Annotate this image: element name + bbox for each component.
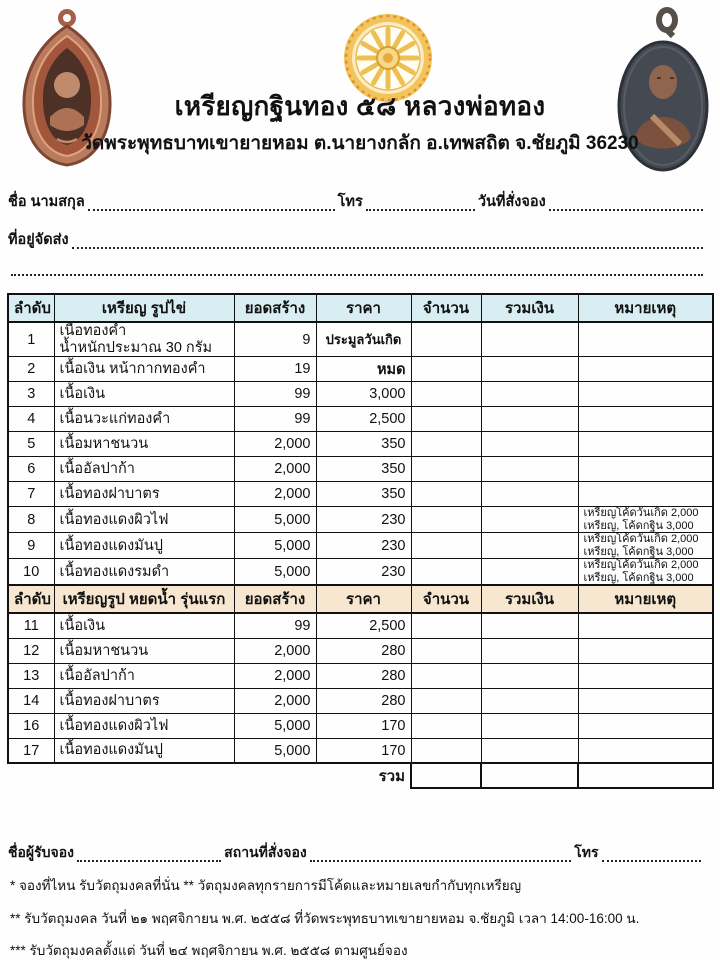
grand-total-row [8,763,713,788]
table-row [8,322,713,357]
quantity-made: 5,000 [234,533,316,559]
column-header: จำนวน [411,294,481,322]
note-line1: เหรียญโค้ดวันเกิด 2,000 [583,559,699,572]
item-name: เนื้อทองฝาบาตร [54,482,234,507]
row-number: 14 [8,688,54,713]
item-name: เนื้อทองแดงรมดำ [54,559,234,586]
column-header: ราคา [316,294,411,322]
name-dotted-line [88,199,335,211]
column-header: ลำดับ [8,294,54,322]
order-table-body [8,294,713,788]
row-number: 9 [8,533,54,559]
order-quantity-cell [411,613,481,638]
order-quantity-cell [411,663,481,688]
table-row [8,559,713,586]
row-number: 8 [8,507,54,533]
receiver-label: ชื่อผู้รับจอง [8,844,74,860]
row-number: 17 [8,738,54,763]
column-header: หมายเหตุ [578,294,713,322]
note-cell [578,357,713,382]
note-cell [578,457,713,482]
name-phone-date-line [8,190,706,213]
table-row [8,432,713,457]
footnote-2: ** รับวัตถุมงคล วันที่ ๒๑ พฤศจิกายน พ.ศ. ๒๕๕๘ ที่วัดพระพุทธบาทเขายายหอม จ.ชัยภูมิ เวลา 14:00-16:00 น. [10,911,640,926]
order-quantity-cell [411,688,481,713]
price: 230 [316,559,411,586]
grand-total-amount-cell [481,763,578,788]
item-name: เนื้อเงิน [54,382,234,407]
total-amount-cell [481,357,578,382]
footer-phone-label: โทร [574,844,599,860]
price: 170 [316,738,411,763]
row-number: 3 [8,382,54,407]
total-amount-cell [481,432,578,457]
total-amount-cell [481,688,578,713]
page-subtitle: วัดพระพุทธบาทเขายายหอม ต.นายางกลัก อ.เทพสถิต จ.ชัยภูมิ 36230 [81,133,639,154]
order-quantity-cell [411,738,481,763]
order-place-dotted-line [310,850,572,862]
note-line2: เหรียญ, โค้ดกฐิน 3,000 [583,571,694,584]
note-line1: เหรียญโค้ดวันเกิด 2,000 [583,533,699,546]
order-quantity-cell [411,322,481,357]
price: หมด [316,357,411,382]
note-cell [578,713,713,738]
note-cell [578,533,713,559]
table-row [8,382,713,407]
price: 280 [316,663,411,688]
item-name: เนื้อมหาชนวน [54,638,234,663]
order-table-wrap [7,293,712,789]
note-cell [578,482,713,507]
column-header: จำนวน [411,585,481,613]
note-cell [578,663,713,688]
price: 350 [316,432,411,457]
note-cell [578,382,713,407]
table-header-row [8,585,713,613]
row-number: 16 [8,713,54,738]
order-quantity-cell [411,432,481,457]
table-row [8,613,713,638]
total-amount-cell [481,382,578,407]
row-number: 13 [8,663,54,688]
item-name: เนื้อเงิน หน้ากากทองคำ [54,357,234,382]
total-amount-cell [481,457,578,482]
price: 230 [316,533,411,559]
item-name: เนื้อทองฝาบาตร [54,688,234,713]
order-quantity-cell [411,507,481,533]
receiver-dotted-line [77,850,221,862]
order-quantity-cell [411,713,481,738]
row-number: 1 [8,322,54,357]
order-place-label: สถานที่สั่งจอง [224,844,307,860]
shipping-address-dotted-line [72,237,703,249]
order-date-label: วันที่สั่งจอง [477,194,546,210]
item-name: เนื้ออัลปาก้า [54,663,234,688]
column-header: รวมเงิน [481,585,578,613]
column-header: ลำดับ [8,585,54,613]
table-header-row [8,294,713,322]
price: 350 [316,457,411,482]
price: 170 [316,713,411,738]
note-cell [578,407,713,432]
price: 2,500 [316,407,411,432]
table-row [8,713,713,738]
quantity-made: 19 [234,357,316,382]
quantity-made: 99 [234,382,316,407]
total-amount-cell [481,738,578,763]
row-number: 2 [8,357,54,382]
item-name: เนื้อทองคำ น้ำหนักประมาณ 30 กรัม [54,322,234,357]
column-header: ราคา [316,585,411,613]
table-row [8,482,713,507]
order-quantity-cell [411,533,481,559]
quantity-made: 5,000 [234,559,316,586]
note-line1: เหรียญโค้ดวันเกิด 2,000 [583,507,699,520]
item-name: เนื้อเงิน [54,613,234,638]
item-name: เนื้ออัลปาก้า [54,457,234,482]
row-number: 7 [8,482,54,507]
price: 350 [316,482,411,507]
total-amount-cell [481,663,578,688]
row-number: 5 [8,432,54,457]
table-row [8,457,713,482]
quantity-made: 5,000 [234,738,316,763]
note-cell [578,507,713,533]
order-quantity-cell [411,638,481,663]
quantity-made: 99 [234,407,316,432]
table-row [8,738,713,763]
item-name: เนื้อทองแดงผิวไฟ [54,713,234,738]
column-header: เหรียญรูป หยดน้ำ รุ่นแรก [54,585,234,613]
column-header: ยอดสร้าง [234,294,316,322]
quantity-made: 9 [234,322,316,357]
note-cell [578,688,713,713]
quantity-made: 5,000 [234,507,316,533]
total-amount-cell [481,638,578,663]
price: ประมูลวันเกิด [316,322,411,357]
note-cell [578,638,713,663]
quantity-made: 99 [234,613,316,638]
shipping-address-label: ที่อยู่จัดส่ง [8,232,69,248]
total-amount-cell [481,407,578,432]
order-quantity-cell [411,382,481,407]
footer-phone-dotted-line [602,850,701,862]
order-quantity-cell [411,482,481,507]
note-line2: เหรียญ, โค้ดกฐิน 3,000 [583,545,694,558]
quantity-made: 5,000 [234,713,316,738]
table-row [8,507,713,533]
page-title: เหรียญกฐินทอง ๕๘ หลวงพ่อทอง [174,91,546,121]
column-header: รวมเงิน [481,294,578,322]
order-quantity-cell [411,457,481,482]
quantity-made: 2,000 [234,638,316,663]
price: 280 [316,638,411,663]
column-header: เหรียญ รูปไข่ [54,294,234,322]
total-amount-cell [481,713,578,738]
note-cell [578,559,713,586]
shipping-address-line-2 [8,264,706,278]
price: 280 [316,688,411,713]
total-amount-cell [481,613,578,638]
order-table [7,293,714,789]
note-cell [578,738,713,763]
footnote-1: * จองที่ไหน รับวัตถุมงคลที่นั่น ** วัตถุมงคลทุกรายการมีโค้ดและหมายเลขกำกับทุกเหรียญ [10,878,522,893]
table-row [8,357,713,382]
item-name: เนื้อนวะแก่ทองคำ [54,407,234,432]
quantity-made: 2,000 [234,663,316,688]
price: 3,000 [316,382,411,407]
row-number: 10 [8,559,54,586]
item-name-line2: น้ำหนักประมาณ 30 กรัม [59,339,213,356]
total-row-spacer [8,763,316,788]
quantity-made: 2,000 [234,457,316,482]
right-amulet-image [612,4,714,187]
table-row [8,688,713,713]
table-row [8,638,713,663]
item-name: เนื้อทองแดงมันปู [54,738,234,763]
item-name: เนื้อทองแดงผิวไฟ [54,507,234,533]
phone-label: โทร [337,194,363,210]
note-cell [578,432,713,457]
table-row [8,407,713,432]
shipping-address-dotted-line-2 [11,264,703,276]
quantity-made: 2,000 [234,688,316,713]
note-cell [578,613,713,638]
name-label: ชื่อ นามสกุล [8,194,85,210]
item-name: เนื้อทองแดงมันปู [54,533,234,559]
grand-total-quantity-cell [411,763,481,788]
column-header: ยอดสร้าง [234,585,316,613]
table-row [8,533,713,559]
row-number: 4 [8,407,54,432]
total-amount-cell [481,533,578,559]
footnote-3: *** รับวัตถุมงคลตั้งแต่ วันที่ ๒๔ พฤศจิกายน พ.ศ. ๒๕๕๘ ตามศูนย์จอง [10,943,408,958]
total-amount-cell [481,559,578,586]
quantity-made: 2,000 [234,432,316,457]
grand-total-note-cell [578,763,713,788]
note-cell [578,322,713,357]
row-number: 11 [8,613,54,638]
column-header: หมายเหตุ [578,585,713,613]
order-date-dotted-line [549,199,703,211]
receiver-line [8,842,704,864]
table-row [8,663,713,688]
total-amount-cell [481,482,578,507]
order-quantity-cell [411,407,481,432]
total-amount-cell [481,322,578,357]
row-number: 6 [8,457,54,482]
item-name: เนื้อมหาชนวน [54,432,234,457]
row-number: 12 [8,638,54,663]
phone-dotted-line [366,199,475,211]
quantity-made: 2,000 [234,482,316,507]
shipping-address-line [8,228,706,251]
price: 230 [316,507,411,533]
order-quantity-cell [411,357,481,382]
total-amount-cell [481,507,578,533]
order-quantity-cell [411,559,481,586]
note-line2: เหรียญ, โค้ดกฐิน 3,000 [583,519,694,532]
total-label: รวม [378,768,405,786]
price: 2,500 [316,613,411,638]
